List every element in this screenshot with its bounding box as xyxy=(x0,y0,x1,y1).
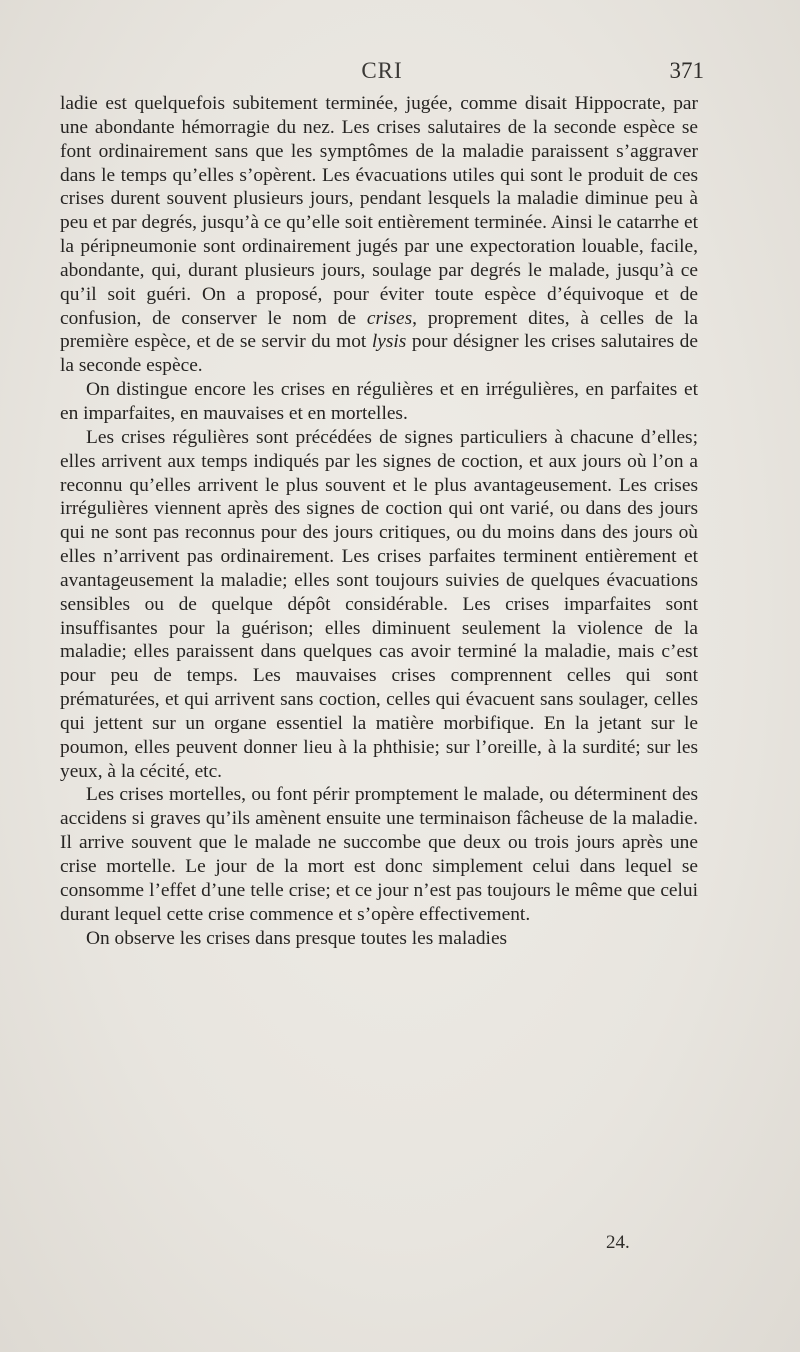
paragraph xyxy=(60,783,698,926)
italic-term: crises xyxy=(366,307,413,329)
text-run: , proprement dites, à celles de la première espèce, et de se servir du mot xyxy=(60,307,698,353)
italic-term: lysis xyxy=(371,331,407,353)
paragraph xyxy=(60,426,698,784)
paragraph xyxy=(60,378,698,426)
text-run: On observe les crises dans presque toutes les maladies xyxy=(86,927,508,949)
page-header xyxy=(60,58,704,92)
page-number: 371 xyxy=(669,58,704,83)
paragraph xyxy=(60,92,698,378)
text-run: Les crises mortelles, ou font périr promptement le malade, ou déterminent des accidens si graves qu’ils amènent ensuite une terminaison fâcheuse de la maladie. Il arrive souvent que le malade ne succombe que deux ou trois jours après une crise mortelle. Le jour de la mort est donc simplement celui dans lequel se consomme l’effet d’une telle crise; et ce jour n’est pas toujours le même que celui durant lequel cette crise commence et s’opère effectivement. xyxy=(60,784,698,925)
text-run: On distingue encore les crises en régulières et en irrégulières, en parfaites et en imparfaites, en mauvaises et en mortelles. xyxy=(60,379,698,424)
body-text xyxy=(60,92,698,950)
text-run: Les crises régulières sont précédées de signes particuliers à chacune d’elles; elles arrivent aux temps indiqués par les signes de coction, et aux jours où l’on a reconnu qu’elles arrivent le plus souvent et le plus avantageusement. Les crises irrégulières viennent après des signes de coction qui ont varié, ou dans des jours qui ne sont pas reconnus pour des jours critiques, ou du moins dans des jours où elles n’arrivent pas ordinairement. Les crises parfaites terminent entièrement et avantageusement la maladie; elles sont toujours suivies de quelques évacuations sensibles ou de quelque dépôt considérable. Les crises imparfaites sont insuffisantes pour la guérison; elles diminuent seulement la violence de la maladie; elles paraissent dans quelques cas avoir terminé la maladie, mais c’est pour peu de temps. Les mauvaises crises comprennent celles qui sont prématurées, et qui arrivent sans coction, celles qui évacuent sans soulager, celles qui jettent sur un organe essentiel la matière morbifique. En la jetant sur le poumon, elles peuvent donner lieu à la phthisie; sur l’oreille, à la surdité; sur les yeux, à la cécité, etc. xyxy=(60,426,698,782)
running-head: CRI xyxy=(361,58,403,83)
text-run: ladie est quelquefois subitement terminée, jugée, comme disait Hippocrate, par une abondante hémorragie du nez. Les crises salutaires de la seconde espèce se font ordinairement sans que les symptômes de la maladie paraissent s’aggraver dans le temps qu’elles s’opèrent. Les évacuations utiles qui sont le produit de ces crises durent souvent plusieurs jours, pendant lesquels la maladie diminue peu à peu et par degrés, jusqu’à ce qu’elle soit entièrement terminée. Ainsi le catarrhe et la péripneumonie sont ordinairement jugés par une expectoration louable, facile, abondante, qui, durant plusieurs jours, soulage par degrés le malade, jusqu’à ce qu’il soit guéri. On a proposé, pour éviter toute espèce d’équivoque et de confusion, de conserver le nom de xyxy=(60,93,698,329)
paragraph xyxy=(60,927,698,951)
signature-mark: 24. xyxy=(606,1232,630,1253)
text-run: pour désigner les crises salutaires de la seconde espèce. xyxy=(60,331,698,377)
